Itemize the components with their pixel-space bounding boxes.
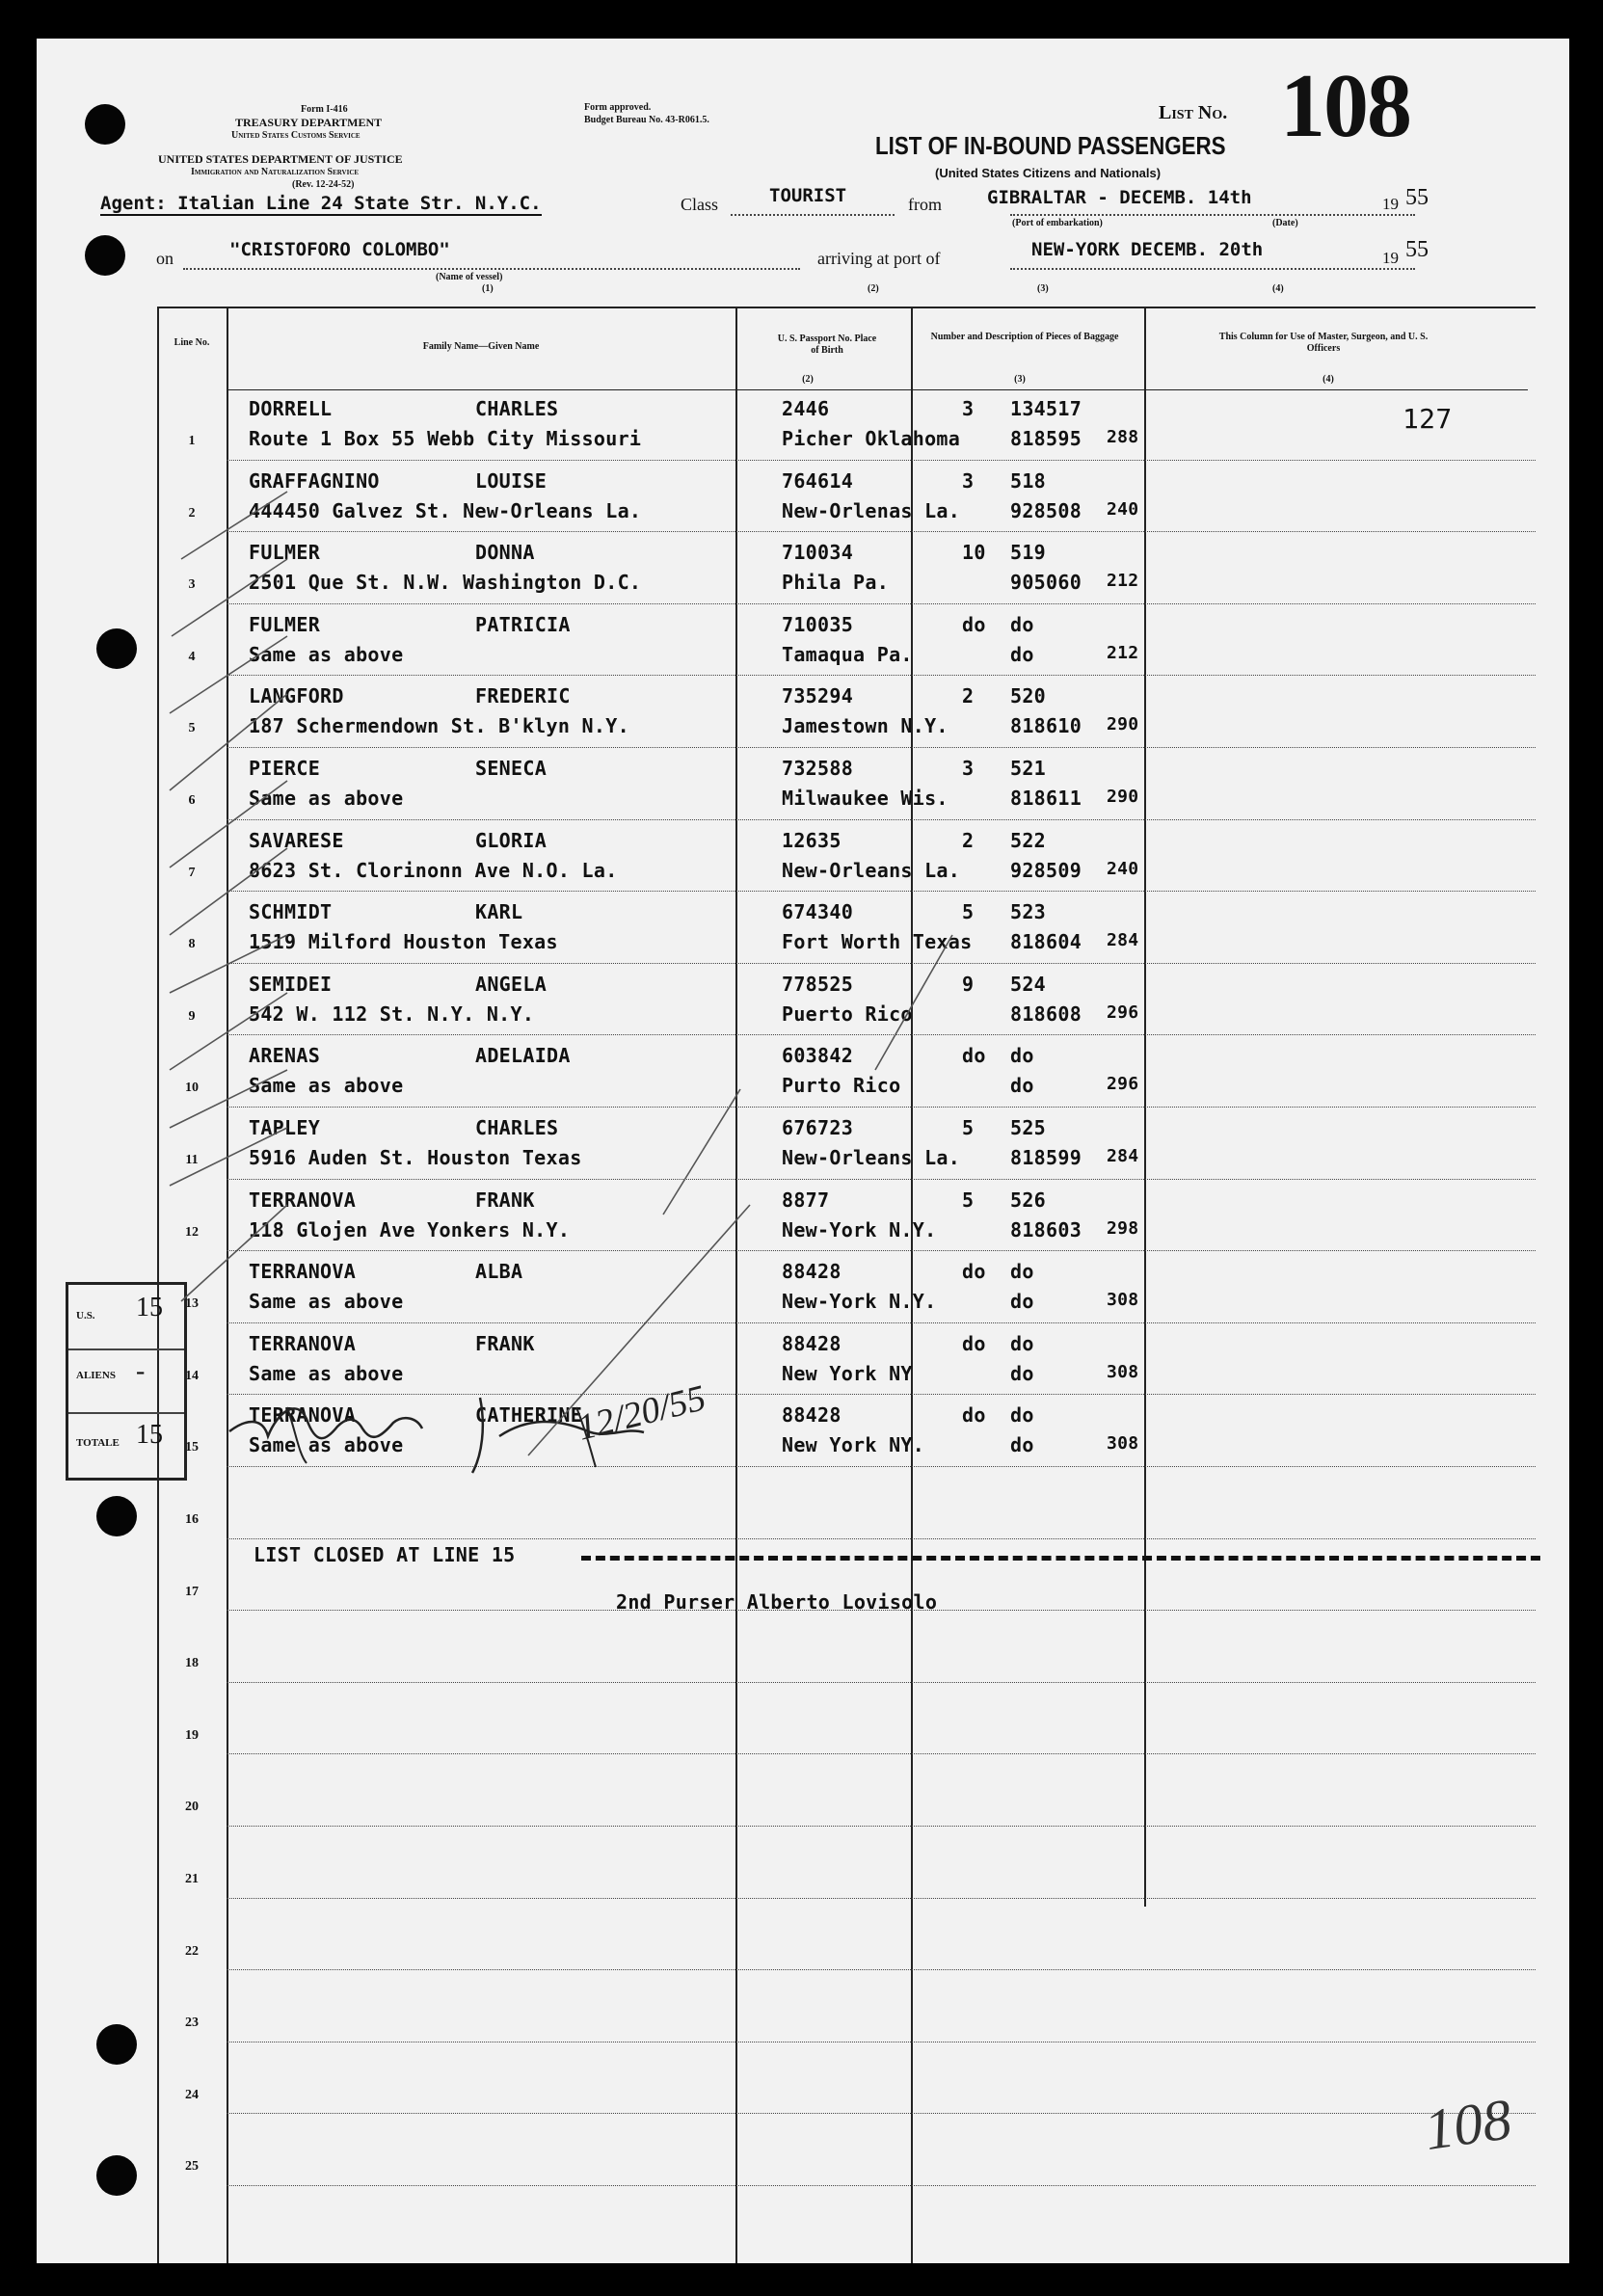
treasury-department: TREASURY DEPARTMENT (235, 116, 383, 129)
family-name: PIERCE (249, 757, 321, 780)
vessel-caption: (Name of vessel) (436, 272, 503, 282)
line-number: 20 (185, 1800, 199, 1815)
list-closed-text: LIST CLOSED AT LINE 15 (254, 1543, 516, 1566)
address: Same as above (249, 1074, 404, 1098)
revision-date: (Rev. 12-24-52) (292, 179, 355, 190)
baggage-pieces: do (962, 1331, 986, 1355)
form-approved: Form approved. (584, 102, 652, 113)
line-number: 3 (188, 577, 196, 593)
punch-hole (96, 2155, 137, 2196)
col-header-passport: U. S. Passport No. Place of Birth (777, 334, 877, 356)
agent-field: Agent: Italian Line 24 State Str. N.Y.C. (100, 193, 542, 214)
given-name: ALBA (475, 1260, 523, 1284)
line-number: 9 (188, 1008, 196, 1024)
given-name: GLORIA (475, 828, 548, 852)
line-number: 16 (185, 1512, 199, 1527)
address: 444450 Galvez St. New-Orleans La. (249, 498, 642, 522)
baggage-tag: do (1010, 1331, 1034, 1355)
passport-number: 88428 (782, 1260, 842, 1284)
place-of-birth: Milwaukee Wis. (782, 787, 948, 810)
given-name: DONNA (475, 541, 535, 565)
baggage-number: do (1010, 1290, 1034, 1314)
department-of-justice: UNITED STATES DEPARTMENT OF JUSTICE (158, 152, 403, 166)
cabin-number: 290 (1107, 787, 1139, 807)
stamp-aliens-label: ALIENS (76, 1370, 116, 1381)
class-value: TOURIST (769, 185, 847, 206)
baggage-tag: 519 (1010, 541, 1047, 565)
family-name: ARENAS (249, 1044, 321, 1068)
col-ref-4: (4) (1272, 283, 1284, 294)
place-of-birth: New-Orlenas La. (782, 498, 961, 522)
manifest-sheet (37, 39, 1569, 2263)
baggage-tag: 134517 (1010, 397, 1082, 420)
col-header-baggage: Number and Description of Pieces of Baggage (930, 332, 1119, 342)
place-of-birth: Tamaqua Pa. (782, 642, 913, 666)
col-header-name: Family Name—Given Name (422, 341, 540, 352)
arriving-value: NEW-YORK DECEMB. 20th (1031, 239, 1264, 260)
place-of-birth: New York NY. (782, 1433, 925, 1457)
cabin-number: 212 (1107, 571, 1139, 592)
line-number: 21 (185, 1872, 199, 1886)
cabin-number: 290 (1107, 714, 1139, 735)
line-number: 23 (185, 2016, 199, 2031)
given-name: CHARLES (475, 397, 559, 420)
arrival-year: 55 (1405, 237, 1429, 262)
place-of-birth: Puerto Rico (782, 1001, 913, 1026)
passport-number: 676723 (782, 1116, 854, 1139)
given-name: LOUISE (475, 468, 548, 493)
page-title: LIST OF IN-BOUND PASSENGERS (875, 131, 1226, 160)
baggage-pieces: 3 (962, 757, 975, 780)
stamp-total-value: 15 (136, 1420, 163, 1450)
class-label: Class (681, 195, 719, 214)
passport-number: 735294 (782, 684, 854, 708)
given-name: KARL (475, 900, 523, 924)
line-number: 17 (185, 1584, 199, 1599)
family-name: TERRANOVA (249, 1331, 357, 1355)
passport-number: 12635 (782, 828, 842, 852)
address: 1519 Milford Houston Texas (249, 930, 558, 954)
year-prefix: 19 (1382, 249, 1399, 267)
baggage-number: 818604 (1010, 930, 1082, 954)
address: Same as above (249, 1290, 404, 1314)
baggage-tag: do (1010, 1044, 1034, 1068)
baggage-pieces: 2 (962, 828, 975, 852)
budget-bureau: Budget Bureau No. 43-R061.5. (584, 115, 709, 125)
passport-number: 2446 (782, 397, 830, 420)
place-of-birth: Purto Rico (782, 1074, 901, 1098)
line-number: 4 (188, 649, 196, 664)
port-embarkation-caption: (Port of embarkation) (1012, 218, 1103, 228)
baggage-pieces: 10 (962, 541, 986, 565)
form-number: Form I-416 (301, 104, 348, 115)
col-ref-2: (2) (868, 283, 879, 294)
line-number: 14 (185, 1368, 199, 1383)
baggage-number: do (1010, 1433, 1034, 1457)
family-name: TAPLEY (249, 1116, 321, 1139)
passport-number: 603842 (782, 1044, 854, 1068)
cabin-number: 308 (1107, 1290, 1139, 1311)
baggage-pieces: 2 (962, 684, 975, 708)
baggage-tag: do (1010, 1260, 1034, 1284)
place-of-birth: New-Orleans La. (782, 1146, 961, 1169)
col-ref-3: (3) (1037, 283, 1049, 294)
address: 118 Glojen Ave Yonkers N.Y. (249, 1217, 571, 1241)
baggage-number: 818595 (1010, 427, 1082, 450)
line-number: 18 (185, 1656, 199, 1671)
baggage-tag: 518 (1010, 468, 1047, 493)
baggage-number: do (1010, 1074, 1034, 1098)
place-of-birth: New-York N.Y. (782, 1290, 937, 1314)
col-ref-1: (1) (482, 283, 494, 294)
cabin-number: 284 (1107, 930, 1139, 951)
cabin-number: 308 (1107, 1433, 1139, 1455)
family-name: SCHMIDT (249, 900, 333, 924)
baggage-tag: do (1010, 1403, 1034, 1428)
page-subtitle: (United States Citizens and Nationals) (935, 166, 1162, 180)
stamp-total-label: TOTALE (76, 1437, 120, 1449)
given-name: PATRICIA (475, 612, 571, 636)
arriving-label: arriving at port of (817, 249, 941, 268)
address: 8623 St. Clorinonn Ave N.O. La. (249, 858, 618, 882)
stamp-us-label: U.S. (76, 1310, 95, 1322)
baggage-tag: 526 (1010, 1188, 1047, 1212)
line-number: 12 (185, 1224, 199, 1240)
list-no-label: List No. (1159, 102, 1228, 123)
family-name: GRAFFAGNINO (249, 468, 380, 493)
baggage-tag: do (1010, 612, 1034, 636)
given-name: CATHERINE (475, 1403, 583, 1428)
cabin-number: 298 (1107, 1217, 1139, 1239)
line-number: 19 (185, 1727, 199, 1743)
baggage-number: 818603 (1010, 1217, 1082, 1241)
ins-service: Immigration and Naturalization Service (191, 167, 360, 177)
stamp-aliens-value: - (136, 1356, 146, 1386)
officer-note: 127 (1403, 403, 1453, 435)
baggage-number: do (1010, 642, 1034, 666)
baggage-tag: 524 (1010, 972, 1047, 996)
col-header-line: Line No. (174, 337, 210, 348)
address: Same as above (249, 787, 404, 810)
passport-number: 710035 (782, 612, 854, 636)
punch-hole (85, 104, 125, 145)
passport-number: 674340 (782, 900, 854, 924)
baggage-number: do (1010, 1361, 1034, 1385)
baggage-tag: 521 (1010, 757, 1047, 780)
cabin-number: 296 (1107, 1074, 1139, 1095)
given-name: ANGELA (475, 972, 548, 996)
place-of-birth: Picher Oklahoma (782, 427, 961, 450)
baggage-pieces: 5 (962, 1116, 975, 1139)
margin-note: 108 (1420, 2087, 1516, 2162)
baggage-pieces: 5 (962, 900, 975, 924)
line-number: 10 (185, 1081, 199, 1096)
baggage-number: 905060 (1010, 571, 1082, 595)
vessel-name: "CRISTOFORO COLOMBO" (229, 239, 450, 260)
address: 2501 Que St. N.W. Washington D.C. (249, 571, 642, 595)
line-number: 15 (185, 1440, 199, 1455)
passport-number: 778525 (782, 972, 854, 996)
check-marks (123, 453, 1087, 1513)
baggage-tag: 523 (1010, 900, 1047, 924)
place-of-birth: Fort Worth Texas (782, 930, 973, 954)
baggage-tag: 520 (1010, 684, 1047, 708)
family-name: FULMER (249, 541, 321, 565)
line-number: 2 (188, 505, 196, 521)
place-of-birth: Jamestown N.Y. (782, 714, 948, 738)
year-prefix: 19 (1382, 195, 1399, 213)
from-value: GIBRALTAR - DECEMB. 14th (987, 187, 1252, 208)
list-no-value: 108 (1280, 56, 1410, 156)
date-caption: (Date) (1272, 218, 1298, 228)
address: Same as above (249, 642, 404, 666)
family-name: DORRELL (249, 397, 333, 420)
cabin-number: 240 (1107, 858, 1139, 879)
address: Route 1 Box 55 Webb City Missouri (249, 427, 642, 450)
line-number: 6 (188, 793, 196, 808)
passport-number: 88428 (782, 1403, 842, 1428)
place-of-birth: New York NY (782, 1361, 913, 1385)
line-number: 25 (185, 2159, 199, 2175)
given-name: CHARLES (475, 1116, 559, 1139)
family-name: FULMER (249, 612, 321, 636)
cabin-number: 240 (1107, 498, 1139, 520)
line-number: 5 (188, 721, 196, 736)
line-number: 11 (185, 1153, 199, 1167)
line-number: 8 (188, 937, 196, 952)
cabin-number: 296 (1107, 1001, 1139, 1023)
passport-number: 8877 (782, 1188, 830, 1212)
given-name: SENECA (475, 757, 548, 780)
address: 187 Schermendown St. B'klyn N.Y. (249, 714, 629, 738)
family-name: SEMIDEI (249, 972, 333, 996)
line-number: 7 (188, 865, 196, 880)
place-of-birth: New-York N.Y. (782, 1217, 937, 1241)
passport-number: 764614 (782, 468, 854, 493)
line-number: 22 (185, 1943, 199, 1959)
given-name: FRANK (475, 1188, 535, 1212)
col-header-officers: This Column for Use of Master, Surgeon, and U. S. Officers (1218, 332, 1429, 354)
signature-date: 12/20/55 (573, 1377, 710, 1449)
col-num-3: (3) (1014, 374, 1026, 385)
stamp-us-value: 15 (136, 1293, 163, 1322)
place-of-birth: Phila Pa. (782, 571, 890, 595)
line-number: 13 (185, 1296, 199, 1312)
address: 5916 Auden St. Houston Texas (249, 1146, 582, 1169)
line-number: 1 (188, 434, 196, 448)
cabin-number: 284 (1107, 1146, 1139, 1166)
address: Same as above (249, 1433, 404, 1457)
cabin-number: 308 (1107, 1361, 1139, 1382)
family-name: TERRANOVA (249, 1260, 357, 1284)
cabin-number: 288 (1107, 427, 1139, 447)
col-num-4: (4) (1322, 374, 1334, 385)
baggage-number: 818608 (1010, 1001, 1082, 1026)
given-name: FREDERIC (475, 684, 571, 708)
baggage-number: 928508 (1010, 498, 1082, 522)
baggage-pieces: 9 (962, 972, 975, 996)
address: Same as above (249, 1361, 404, 1385)
baggage-tag: 525 (1010, 1116, 1047, 1139)
given-name: ADELAIDA (475, 1044, 571, 1068)
passport-number: 710034 (782, 541, 854, 565)
baggage-pieces: do (962, 1403, 986, 1428)
family-name: TERRANOVA (249, 1403, 357, 1428)
passport-number: 88428 (782, 1331, 842, 1355)
punch-hole (85, 235, 125, 276)
cabin-number: 212 (1107, 642, 1139, 663)
baggage-pieces: 3 (962, 468, 975, 493)
baggage-pieces: 3 (962, 397, 975, 420)
baggage-tag: 522 (1010, 828, 1047, 852)
family-name: LANGFORD (249, 684, 344, 708)
passport-number: 732588 (782, 757, 854, 780)
purser-name: 2nd Purser Alberto Lovisolo (616, 1590, 938, 1614)
family-name: TERRANOVA (249, 1188, 357, 1212)
family-name: SAVARESE (249, 828, 344, 852)
col-num-2: (2) (802, 374, 814, 385)
place-of-birth: New-Orleans La. (782, 858, 961, 882)
from-label: from (908, 195, 942, 214)
baggage-number: 818611 (1010, 787, 1082, 810)
baggage-number: 818610 (1010, 714, 1082, 738)
baggage-pieces: 5 (962, 1188, 975, 1212)
baggage-number: 928509 (1010, 858, 1082, 882)
baggage-number: 818599 (1010, 1146, 1082, 1169)
baggage-pieces: do (962, 1044, 986, 1068)
punch-hole (96, 2024, 137, 2065)
given-name: FRANK (475, 1331, 535, 1355)
baggage-pieces: do (962, 1260, 986, 1284)
customs-service: United States Customs Service (231, 130, 361, 141)
on-label: on (156, 249, 174, 268)
address: 542 W. 112 St. N.Y. N.Y. (249, 1001, 535, 1026)
baggage-pieces: do (962, 612, 986, 636)
line-number: 24 (185, 2087, 199, 2102)
year-value: 55 (1405, 185, 1429, 210)
